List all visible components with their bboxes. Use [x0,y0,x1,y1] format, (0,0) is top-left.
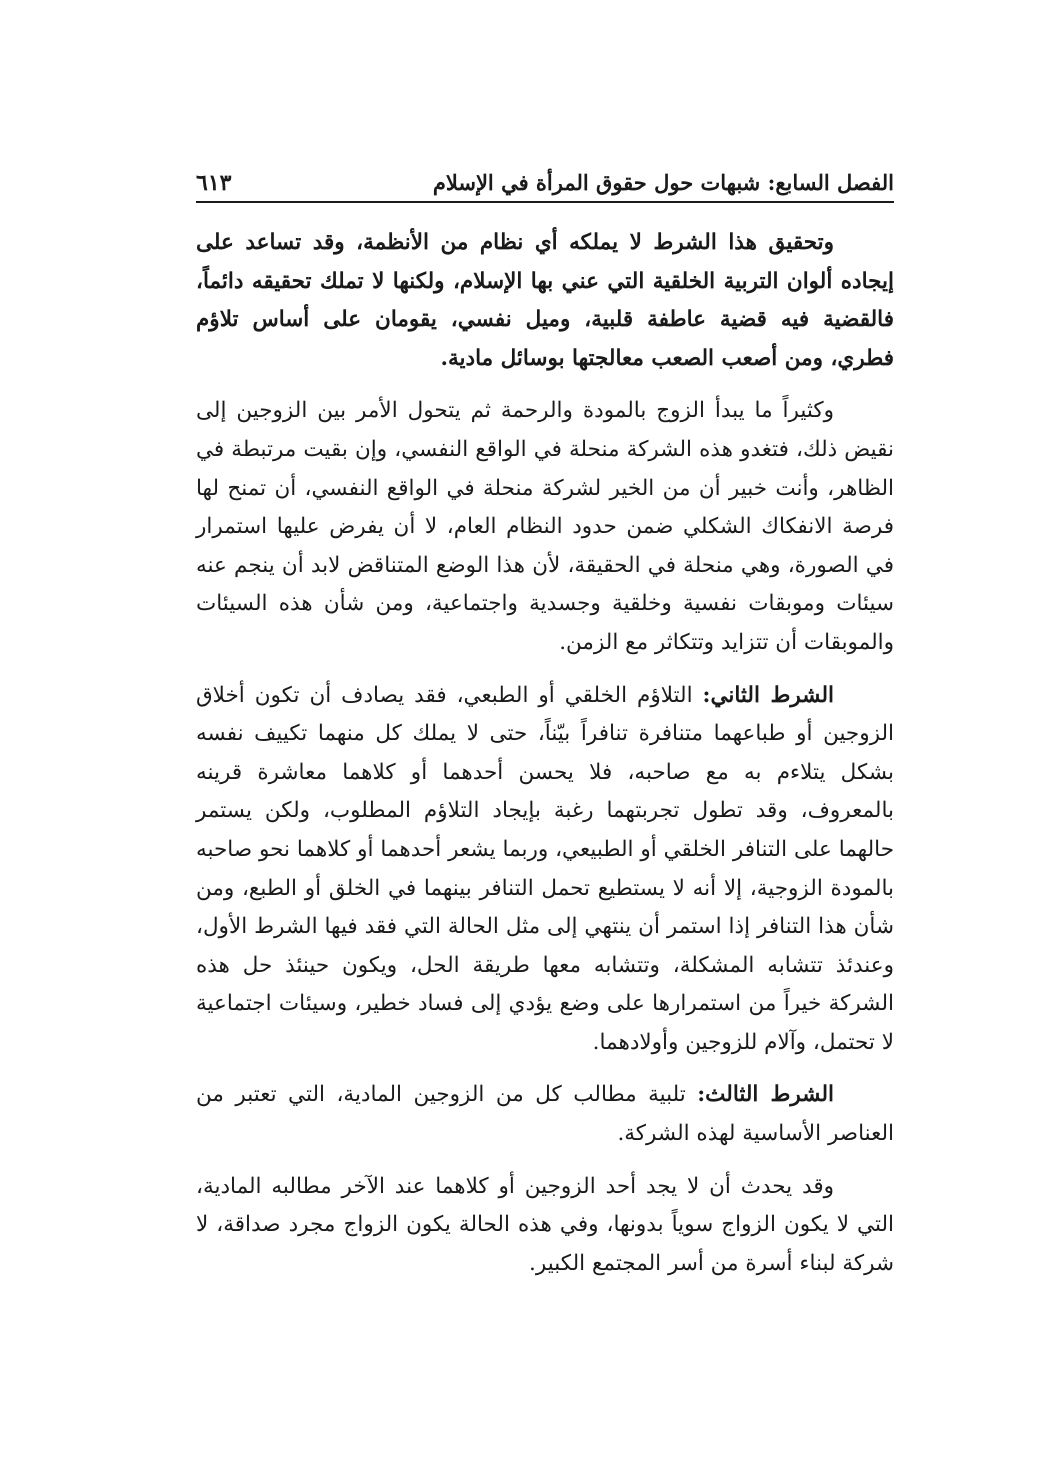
running-header [196,160,894,200]
body-text [196,224,894,1297]
paragraph [196,392,894,662]
chapter-title: الفصل السابع: شبهات حول حقوق المرأة في الإسلام [432,170,894,195]
paragraph-text: تلبية مطالب كل من الزوجين المادية، التي تعتبر من العناصر الأساسية لهذه الشركة. [196,1082,894,1147]
paragraph [196,677,894,1063]
page-number: ٦١٣ [196,170,232,196]
paragraph [196,224,894,378]
paragraph-lead: الشرط الثاني: [702,682,834,708]
paragraph [196,1168,894,1284]
paragraph-lead: الشرط الثالث: [697,1082,834,1108]
paragraph-text: وقد يحدث أن لا يجد أحد الزوجين أو كلاهما عند الآخر مطالبه المادية، التي لا يكون الزواج سوياً بدونها، وفي هذه الحالة يكون الزواج مجرد صداقة، لا شركة لبناء أسرة من أسر المجتمع الكبير. [196,1173,894,1276]
paragraph-text: التلاؤم الخلقي أو الطبعي، فقد يصادف أن تكون أخلاق الزوجين أو طباعهما متنافرة تنافراً بيّناً، حتى لا يملك كل منهما تكييف نفسه بشكل يتلاءم به مع صاحبه، فلا يحسن أحدهما أو كلاهما معاشرة قرينه بالمعروف، وقد تطول تجربتهما رغبة بإيجاد التلاؤم المطلوب، ولكن يستمر حالهما على التنافر الخلقي أو الطبيعي، وربما يشعر أحدهما أو كلاهما نحو صاحبه بالمودة الزوجية، إلا أنه لا يستطيع تحمل التنافر بينهما في الخلق أو الطبع، ومن شأن هذا التنافر إذا استمر أن ينتهي إلى مثل الحالة التي فقد فيها الشرط الأول، وعندئذ تتشابه المشكلة، وتتشابه معها طريقة الحل، ويكون حينئذ حل هذه الشركة خيراً من استمرارها على وضع يؤدي إلى فساد خطير، وسيئات اجتماعية لا تحتمل، وآلام للزوجين وأولادهما. [196,682,894,1055]
header-divider [196,201,894,203]
paragraph-text: وكثيراً ما يبدأ الزوج بالمودة والرحمة ثم يتحول الأمر بين الزوجين إلى نقيض ذلك، فتغدو هذه الشركة منحلة في الواقع النفسي، وإن بقيت مرتبطة في الظاهر، وأنت خبير أن من الخير لشركة منحلة في الواقع النفسي، أن تمنح لها فرصة الانفكاك الشكلي ضمن حدود النظام العام، لا أن يفرض عليها استمرار في الصورة، وهي منحلة في الحقيقة، لأن هذا الوضع المتناقض لابد أن ينجم عنه سيئات وموبقات نفسية وخلقية وجسدية واجتماعية، ومن شأن هذه السيئات والموبقات أن تتزايد وتتكاثر مع الزمن. [196,398,894,655]
paragraph [196,1076,894,1153]
paragraph-text: وتحقيق هذا الشرط لا يملكه أي نظام من الأنظمة، وقد تساعد على إيجاده ألوان التربية الخلقية التي عني بها الإسلام، ولكنها لا تملك تحقيقه دائماً، فالقضية فيه قضية عاطفة قلبية، وميل نفسي، يقومان على أساس تلاؤم فطري، ومن أصعب الصعب معالجتها بوسائل مادية. [196,230,894,371]
